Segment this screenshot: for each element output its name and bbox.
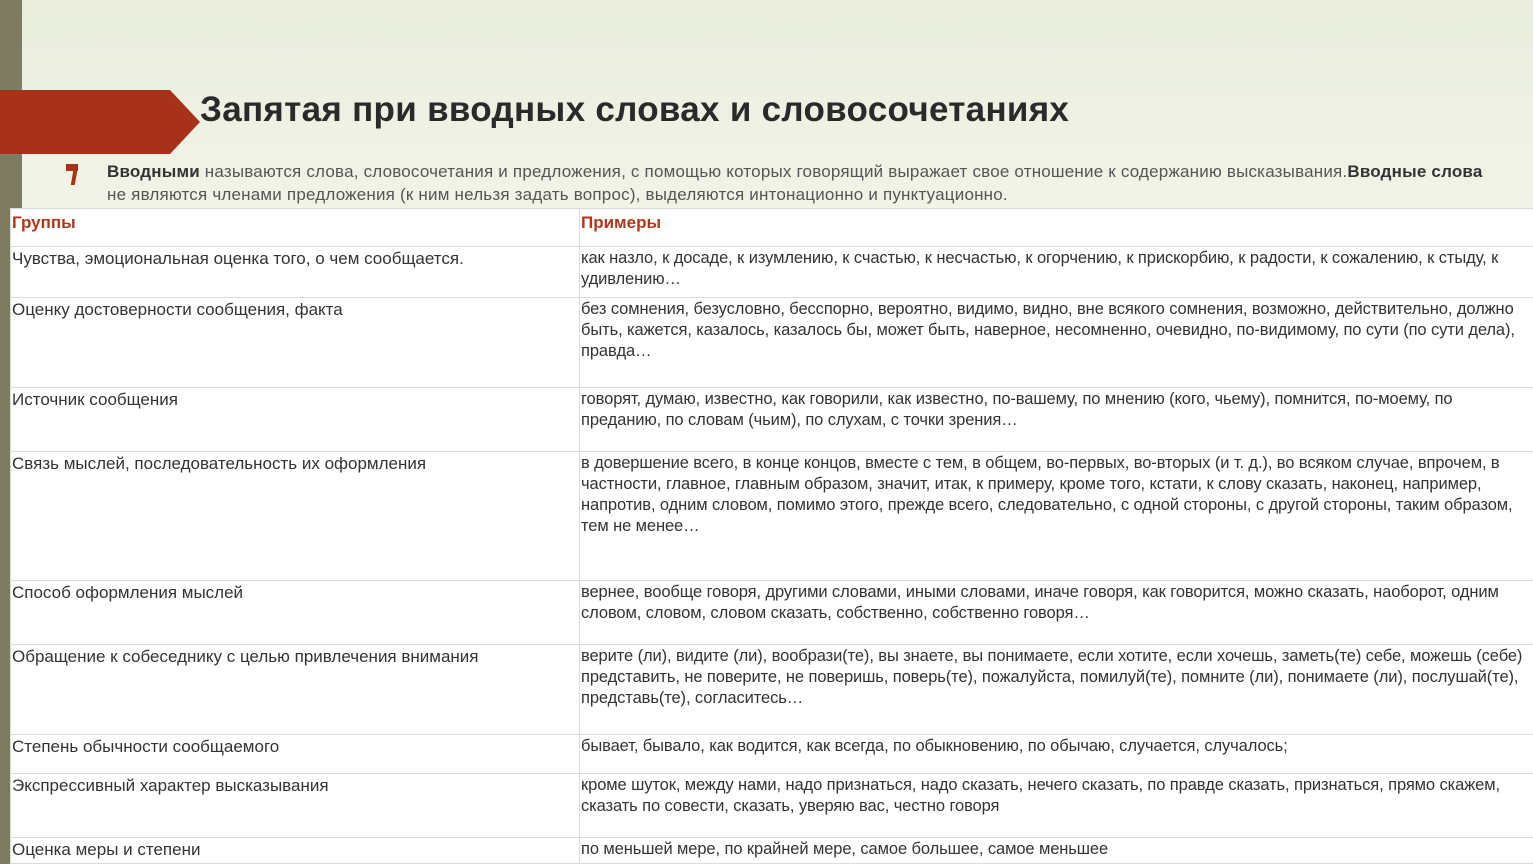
table-header-row — [11, 209, 1533, 247]
header-groups: Группы — [11, 209, 580, 247]
intro-text-1: называются слова, словосочетания и предложения, с помощью которых говорящий выражает свое отношение к содержанию высказывания. — [199, 162, 1348, 181]
intro-text-2: не являются членами предложения (к ним нельзя задать вопрос), выделяются интонационно и пунктуационно. — [107, 185, 1008, 204]
examples-cell: по меньшей мере, по крайней мере, самое большее, самое меньшее — [580, 838, 1533, 864]
examples-cell: бывает, бывало, как водится, как всегда, по обыкновению, по обычаю, случается, случалось; — [580, 735, 1533, 774]
examples-cell: как назло, к досаде, к изумлению, к счастью, к несчастью, к огорчению, к прискорбию, к радости, к сожалению, к стыду, к удивлению… — [580, 247, 1533, 298]
intro-bold-term-2: Вводные слова — [1347, 162, 1483, 181]
intro-paragraph — [58, 160, 1498, 206]
examples-cell: говорят, думаю, известно, как говорили, как известно, по-вашему, по мнению (кого, чьему), помнится, по-моему, по преданию, по словам (чьим), по слухам, с точки зрения… — [580, 388, 1533, 452]
table-row — [11, 388, 1533, 452]
table-row — [11, 452, 1533, 581]
slide-title: Запятая при вводных словах и словосочетаниях — [200, 90, 1070, 129]
examples-cell: верите (ли), видите (ли), вообрази(те), вы знаете, вы понимаете, если хотите, если хочешь, заметь(те) себе, можешь (себе) представить, не поверите, не поверишь, поверь(те), пожалуйста, помилуй(те), помните (ли), понимаете (ли), послушай(те), представь(те), согласитесь… — [580, 645, 1533, 735]
group-cell: Связь мыслей, последовательность их оформления — [11, 452, 580, 581]
group-cell: Экспрессивный характер высказывания — [11, 774, 580, 838]
table-row — [11, 774, 1533, 838]
examples-cell: вернее, вообще говоря, другими словами, иными словами, иначе говоря, как говорится, можно сказать, наоборот, одним словом, словом, словом сказать, собственно, собственно говоря… — [580, 581, 1533, 645]
examples-cell: в довершение всего, в конце концов, вместе с тем, в общем, во-первых, во-вторых (и т. д.), во всяком случае, впрочем, в частности, главное, главным образом, значит, итак, к примеру, кроме того, кстати, к слову сказать, наконец, например, напротив, одним словом, помимо этого, прежде всего, следовательно, с одной стороны, с другой стороны, таким образом, тем не менее… — [580, 452, 1533, 581]
intro-bold-term-1: Вводными — [107, 162, 200, 181]
table-row — [11, 735, 1533, 774]
examples-cell: без сомнения, безусловно, бесспорно, вероятно, видимо, видно, вне всякого сомнения, возможно, действительно, должно быть, кажется, казалось, казалось бы, может быть, наверное, несомненно, очевидно, по-видимому, по сути (по сути дела), правда… — [580, 298, 1533, 388]
bullet-icon-tail — [71, 171, 77, 185]
group-cell: Источник сообщения — [11, 388, 580, 452]
group-cell: Оценка меры и степени — [11, 838, 580, 864]
examples-cell: кроме шуток, между нами, надо признаться, надо сказать, нечего сказать, по правде сказать, признаться, прямо скажем, сказать по совести, сказать, уверяю вас, честно говоря — [580, 774, 1533, 838]
bullet-icon — [66, 164, 78, 171]
table-row — [11, 581, 1533, 645]
group-cell: Степень обычности сообщаемого — [11, 735, 580, 774]
table-row — [11, 645, 1533, 735]
group-cell: Обращение к собеседнику с целью привлечения внимания — [11, 645, 580, 735]
header-examples: Примеры — [580, 209, 1533, 247]
table-row — [11, 298, 1533, 388]
table-row — [11, 838, 1533, 864]
table-row — [11, 247, 1533, 298]
intro-words-table — [10, 208, 1533, 864]
group-cell: Способ оформления мыслей — [11, 581, 580, 645]
group-cell: Оценку достоверности сообщения, факта — [11, 298, 580, 388]
title-arrow-decoration — [0, 90, 200, 154]
intro-text — [107, 160, 1498, 206]
group-cell: Чувства, эмоциональная оценка того, о чем сообщается. — [11, 247, 580, 298]
